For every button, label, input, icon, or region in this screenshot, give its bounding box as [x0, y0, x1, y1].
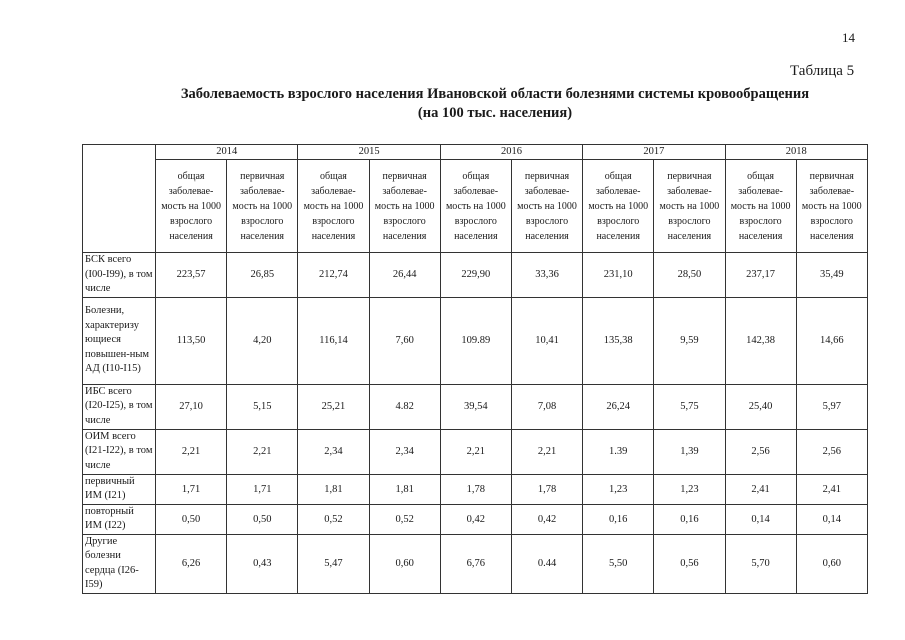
row-label: ИБС всего (I20-I25), в том числе — [83, 384, 156, 429]
year-header: 2015 — [298, 145, 440, 160]
value-cell: 0,43 — [227, 534, 298, 593]
value-cell: 5,75 — [654, 384, 725, 429]
value-cell: 33,36 — [511, 253, 582, 298]
year-header: 2017 — [583, 145, 725, 160]
table-caption — [150, 85, 840, 123]
value-cell: 0,42 — [440, 504, 511, 534]
year-header: 2018 — [725, 145, 867, 160]
value-cell: 237,17 — [725, 253, 796, 298]
value-cell: 7,08 — [511, 384, 582, 429]
year-header-row — [83, 145, 868, 160]
subheader-cell: первичная заболевае-мость на 1000 взрослого населения — [369, 160, 440, 253]
value-cell: 1,81 — [369, 474, 440, 504]
subheader-cell: общая заболевае-мость на 1000 взрослого населения — [583, 160, 654, 253]
row-label: ОИМ всего (I21-I22), в том числе — [83, 429, 156, 474]
table-row — [83, 384, 868, 429]
value-cell: 2,56 — [796, 429, 867, 474]
value-cell: 109.89 — [440, 297, 511, 384]
value-cell: 7,60 — [369, 297, 440, 384]
value-cell: 223,57 — [156, 253, 227, 298]
value-cell: 2,34 — [369, 429, 440, 474]
value-cell: 39,54 — [440, 384, 511, 429]
value-cell: 0,14 — [796, 504, 867, 534]
page-number: 14 — [842, 30, 855, 45]
row-label: повторный ИМ (I22) — [83, 504, 156, 534]
value-cell: 1.39 — [583, 429, 654, 474]
value-cell: 5,15 — [227, 384, 298, 429]
table-row — [83, 429, 868, 474]
table-row — [83, 504, 868, 534]
year-header: 2016 — [440, 145, 582, 160]
value-cell: 229,90 — [440, 253, 511, 298]
value-cell: 0,50 — [227, 504, 298, 534]
value-cell: 2,21 — [156, 429, 227, 474]
table-row — [83, 253, 868, 298]
value-cell: 1,78 — [511, 474, 582, 504]
value-cell: 4,20 — [227, 297, 298, 384]
value-cell: 1,23 — [654, 474, 725, 504]
subheader-cell: общая заболевае-мость на 1000 взрослого населения — [298, 160, 369, 253]
value-cell: 5,97 — [796, 384, 867, 429]
value-cell: 5,50 — [583, 534, 654, 593]
value-cell: 26,44 — [369, 253, 440, 298]
subheader-cell: первичная заболевае-мость на 1000 взрослого населения — [796, 160, 867, 253]
value-cell: 113,50 — [156, 297, 227, 384]
subheader-cell: общая заболевае-мость на 1000 взрослого населения — [440, 160, 511, 253]
row-label: первичный ИМ (I21) — [83, 474, 156, 504]
value-cell: 116,14 — [298, 297, 369, 384]
value-cell: 27,10 — [156, 384, 227, 429]
value-cell: 2,34 — [298, 429, 369, 474]
value-cell: 4.82 — [369, 384, 440, 429]
subheader-cell: общая заболевае-мость на 1000 взрослого населения — [725, 160, 796, 253]
value-cell: 10,41 — [511, 297, 582, 384]
value-cell: 142,38 — [725, 297, 796, 384]
value-cell: 231,10 — [583, 253, 654, 298]
value-cell: 0,14 — [725, 504, 796, 534]
value-cell: 0,16 — [654, 504, 725, 534]
value-cell: 5,70 — [725, 534, 796, 593]
value-cell: 9,59 — [654, 297, 725, 384]
value-cell: 2,41 — [725, 474, 796, 504]
value-cell: 25,40 — [725, 384, 796, 429]
caption-line-1: Заболеваемость взрослого населения Ивановской области болезнями системы кровообращения — [180, 86, 810, 102]
value-cell: 6,26 — [156, 534, 227, 593]
value-cell: 1,39 — [654, 429, 725, 474]
subheader-row — [83, 160, 868, 253]
value-cell: 0.44 — [511, 534, 582, 593]
value-cell: 2,21 — [227, 429, 298, 474]
value-cell: 26,85 — [227, 253, 298, 298]
value-cell: 0,16 — [583, 504, 654, 534]
table-row — [83, 474, 868, 504]
value-cell: 0,52 — [298, 504, 369, 534]
value-cell: 2,56 — [725, 429, 796, 474]
subheader-cell: первичная заболевае-мость на 1000 взрослого населения — [511, 160, 582, 253]
caption-line-2: (на 100 тыс. населения) — [417, 105, 573, 121]
value-cell: 2,41 — [796, 474, 867, 504]
value-cell: 5,47 — [298, 534, 369, 593]
subheader-cell: первичная заболевае-мость на 1000 взрослого населения — [654, 160, 725, 253]
row-label: Другие болезни сердца (I26-I59) — [83, 534, 156, 593]
year-header: 2014 — [156, 145, 298, 160]
value-cell: 35,49 — [796, 253, 867, 298]
value-cell: 0,52 — [369, 504, 440, 534]
morbidity-table — [82, 144, 868, 594]
value-cell: 28,50 — [654, 253, 725, 298]
value-cell: 135,38 — [583, 297, 654, 384]
value-cell: 0,56 — [654, 534, 725, 593]
value-cell: 1,81 — [298, 474, 369, 504]
value-cell: 1,71 — [156, 474, 227, 504]
value-cell: 1,71 — [227, 474, 298, 504]
row-label: Болезни, характеризу ющиеся повышен-ным АД (I10-I15) — [83, 297, 156, 384]
table-row — [83, 534, 868, 593]
value-cell: 0,60 — [796, 534, 867, 593]
subheader-cell: общая заболевае-мость на 1000 взрослого населения — [156, 160, 227, 253]
value-cell: 0,50 — [156, 504, 227, 534]
value-cell: 212,74 — [298, 253, 369, 298]
value-cell: 6,76 — [440, 534, 511, 593]
value-cell: 26,24 — [583, 384, 654, 429]
value-cell: 2,21 — [511, 429, 582, 474]
corner-cell — [83, 145, 156, 253]
row-label: БСК всего (I00-I99), в том числе — [83, 253, 156, 298]
value-cell: 1,78 — [440, 474, 511, 504]
value-cell: 1,23 — [583, 474, 654, 504]
table-row — [83, 297, 868, 384]
table-label: Таблица 5 — [790, 63, 855, 79]
value-cell: 0,60 — [369, 534, 440, 593]
value-cell: 14,66 — [796, 297, 867, 384]
subheader-cell: первичная заболевае-мость на 1000 взрослого населения — [227, 160, 298, 253]
value-cell: 0,42 — [511, 504, 582, 534]
value-cell: 25,21 — [298, 384, 369, 429]
value-cell: 2,21 — [440, 429, 511, 474]
